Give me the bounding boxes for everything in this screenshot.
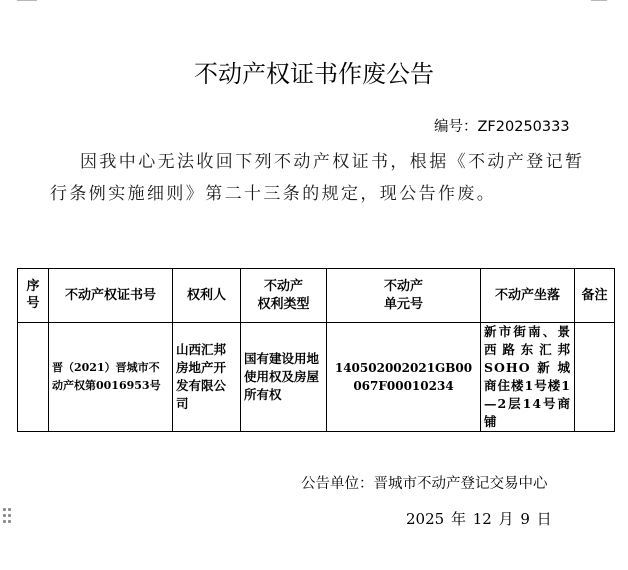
issuing-authority: 公告单位：晋城市不动产登记交易中心	[301, 476, 548, 492]
header-holder: 权利人	[173, 269, 241, 323]
announcement-paragraph	[50, 146, 590, 210]
header-cert-no: 不动产权证书号	[49, 269, 173, 323]
header-location: 不动产坐落	[481, 269, 575, 323]
cell-holder: 山西汇邦房地产开发有限公司	[173, 323, 241, 432]
serial-number	[434, 115, 570, 136]
header-unit-no: 不动产 单元号	[327, 269, 481, 323]
cell-cert-no: 晋（2021）晋城市不动产权第0016953号	[49, 323, 173, 432]
paragraph-text: 因我中心无法收回下列不动产权证书，根据《不动产登记暂行条例实施细则》第二十三条的规定，现公告作废。	[50, 152, 585, 204]
drag-handle-icon[interactable]	[3, 508, 11, 524]
cell-index	[18, 323, 49, 432]
cell-location: 新市街南、景西路东汇邦SOHO新城商住楼1号楼1—2层14号商铺	[481, 323, 575, 432]
cell-unit-no: 140502002021GB00067F00010234	[327, 323, 481, 432]
crop-mark-right	[591, 0, 607, 1]
page-title: 不动产权证书作废公告	[194, 60, 434, 89]
cell-right-type: 国有建设用地使用权及房屋所有权	[241, 323, 327, 432]
table-header-row	[18, 269, 615, 323]
serial-label: 编号：	[434, 119, 478, 135]
header-right-type: 不动产 权利类型	[241, 269, 327, 323]
crop-mark-left	[17, 0, 37, 1]
header-index: 序号	[18, 269, 49, 323]
announcement-date: 2025 年 12 月 9 日	[406, 510, 552, 528]
table-row	[18, 323, 615, 432]
certificate-table	[17, 268, 615, 432]
serial-value: ZF20250333	[477, 119, 570, 135]
cell-remarks	[575, 323, 615, 432]
header-remarks: 备注	[575, 269, 615, 323]
